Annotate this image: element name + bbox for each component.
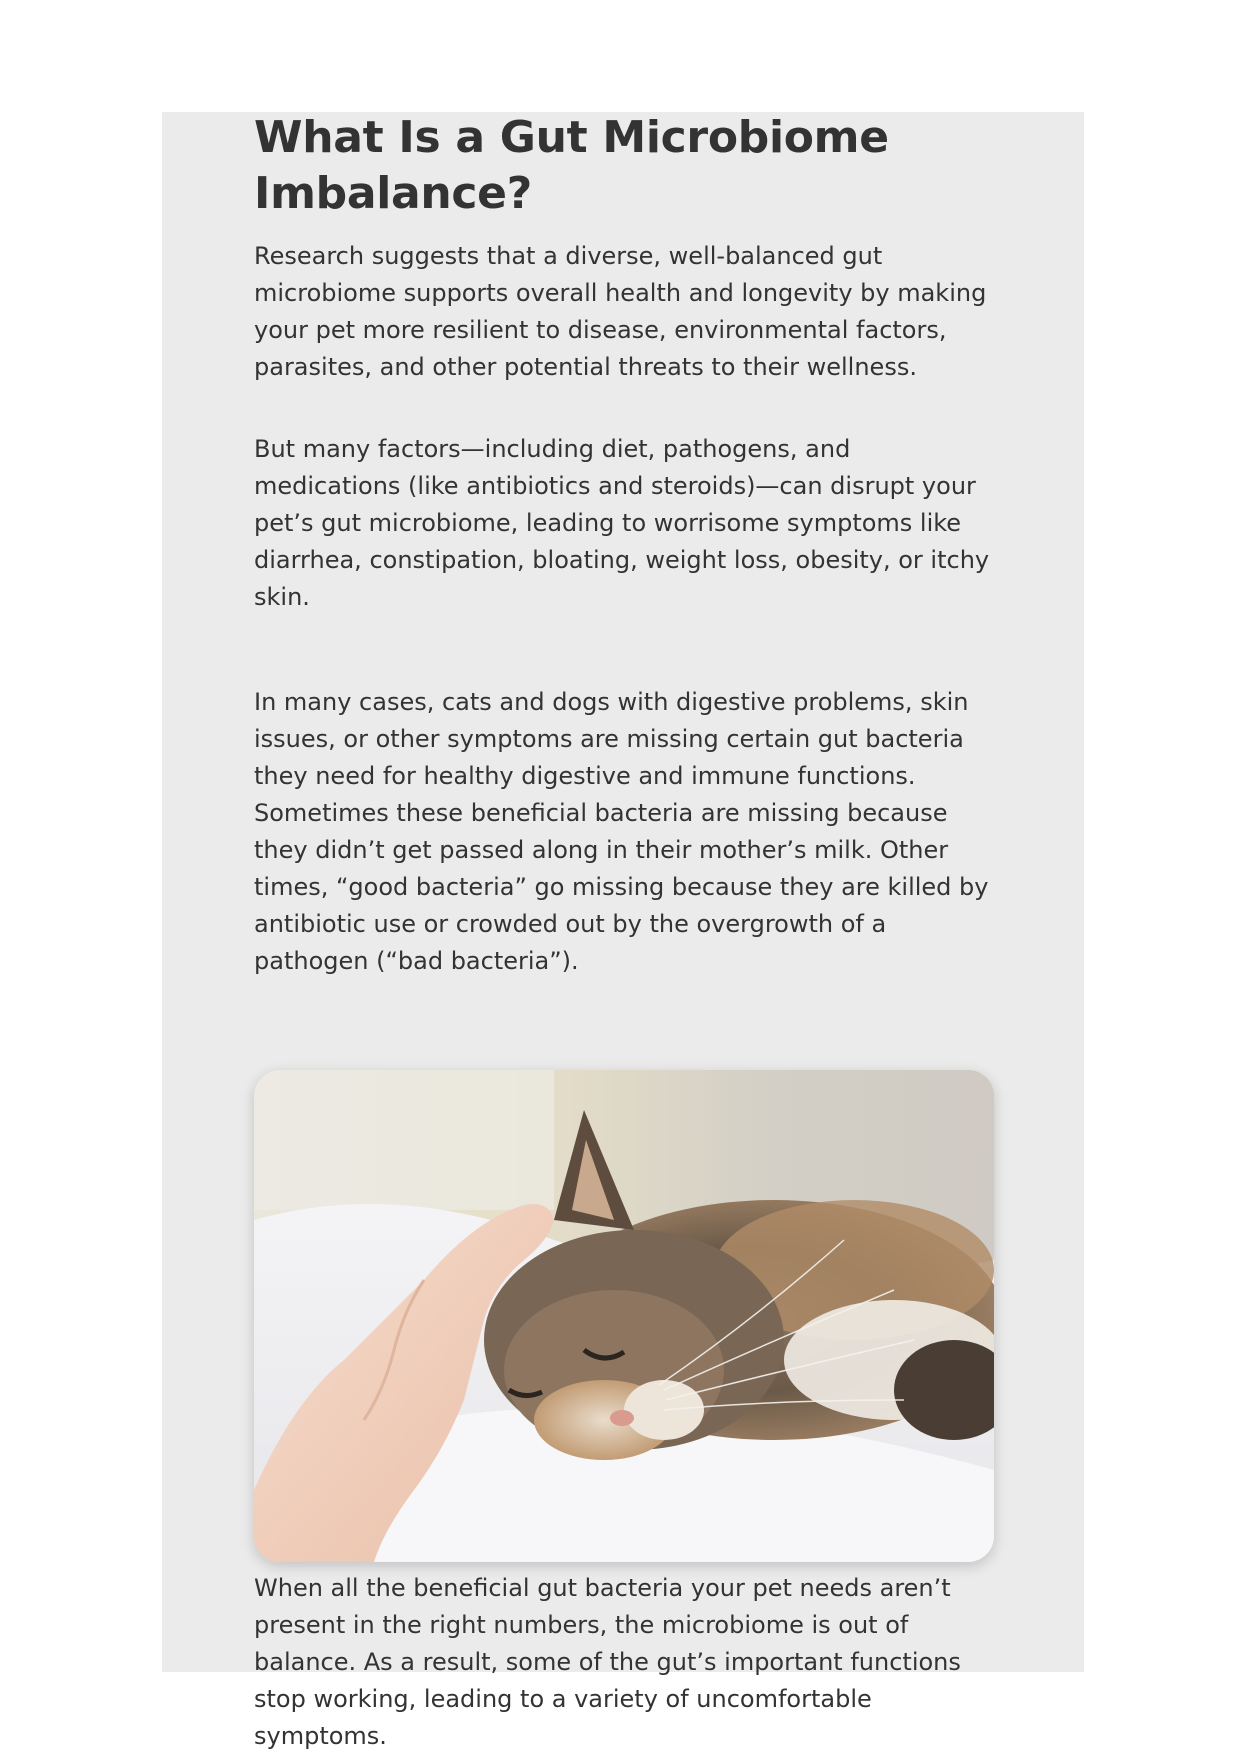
article-title: What Is a Gut Microbiome Imbalance?	[254, 112, 889, 219]
article	[254, 110, 1002, 1755]
paragraph-missing-bacteria: In many cases, cats and dogs with digestive problems, skin issues, or other symptoms are missing certain gut bacteria they need for healthy digestive and immune functions. Sometimes these beneficial bacteria are missing because they didn’t get passed along in their mother’s milk. Other times, “good bacteria” go missing because they are killed by antibiotic use or crowded out by the overgrowth of a pathogen (“bad bacteria”).	[254, 688, 989, 975]
paragraph-imbalance-result: When all the beneficial gut bacteria your pet needs aren’t present in the right numbers, the microbiome is out of balance. As a result, some of the gut’s important functions stop working, leading to a variety of uncomfortable symptoms.	[254, 1574, 961, 1750]
paragraph-disruption: But many factors—including diet, pathogens, and medications (like antibiotics and steroids)—can disrupt your pet’s gut microbiome, leading to worrisome symptoms like diarrhea, constipation, bloating, weight loss, obesity, or itchy skin.	[254, 435, 990, 611]
paragraph-intro: Research suggests that a diverse, well-balanced gut microbiome supports overall health and longevity by making your pet more resilient to disease, environmental factors, parasites, and other potential threats to their wellness.	[254, 242, 987, 381]
sleeping-cat-photo	[254, 1070, 994, 1562]
